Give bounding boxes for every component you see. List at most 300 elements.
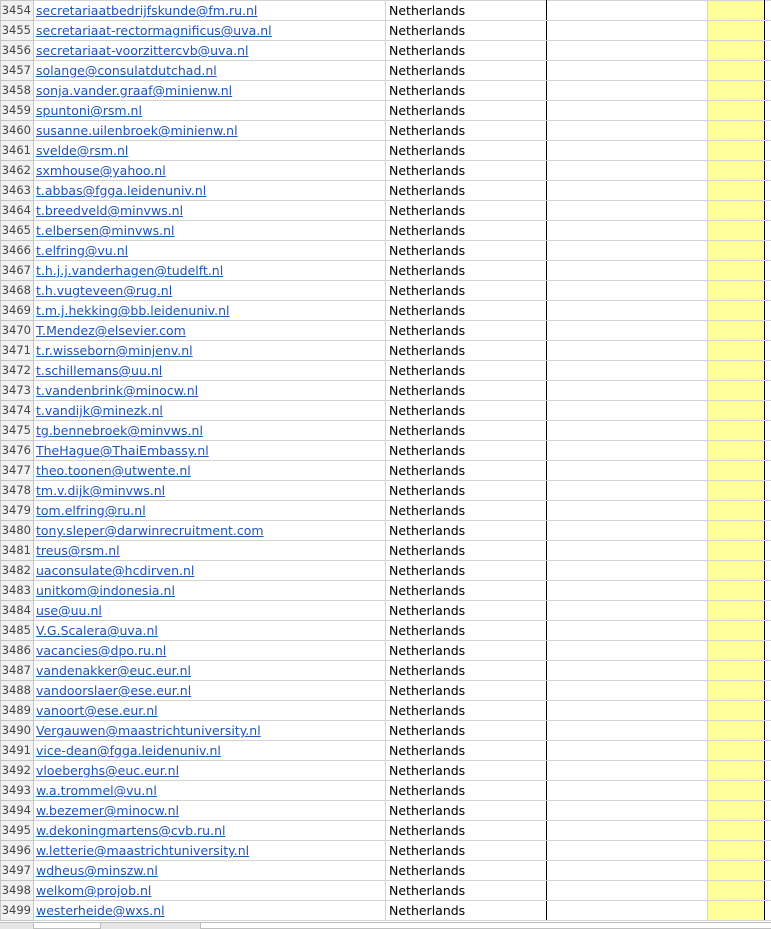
table-row: [1, 641, 771, 661]
row-header[interactable]: 3462: [1, 161, 34, 181]
email-link-cell[interactable]: svelde@rsm.nl: [34, 141, 386, 161]
row-header[interactable]: 3486: [1, 641, 34, 661]
email-link-cell[interactable]: theo.toonen@utwente.nl: [34, 461, 386, 481]
highlighted-cell[interactable]: [708, 21, 765, 41]
email-link-cell[interactable]: t.m.j.hekking@bb.leidenuniv.nl: [34, 301, 386, 321]
empty-cell[interactable]: [765, 381, 771, 401]
highlighted-cell[interactable]: [708, 61, 765, 81]
country-cell[interactable]: Netherlands: [386, 421, 547, 441]
email-link-cell[interactable]: V.G.Scalera@uva.nl: [34, 621, 386, 641]
email-link-cell[interactable]: wdheus@minszw.nl: [34, 861, 386, 881]
highlighted-cell[interactable]: [708, 141, 765, 161]
table-row: [1, 721, 771, 741]
country-cell[interactable]: Netherlands: [386, 381, 547, 401]
empty-cell[interactable]: [765, 321, 771, 341]
country-cell[interactable]: Netherlands: [386, 361, 547, 381]
country-cell[interactable]: Netherlands: [386, 281, 547, 301]
empty-cell[interactable]: [765, 641, 771, 661]
row-header[interactable]: 3473: [1, 381, 34, 401]
email-link-cell[interactable]: tg.bennebroek@minvws.nl: [34, 421, 386, 441]
table-row: [1, 41, 771, 61]
country-cell[interactable]: Netherlands: [386, 601, 547, 621]
highlighted-cell[interactable]: [708, 521, 765, 541]
highlighted-cell[interactable]: [708, 261, 765, 281]
highlighted-cell[interactable]: [708, 201, 765, 221]
empty-cell[interactable]: [547, 481, 708, 501]
highlighted-cell[interactable]: [708, 181, 765, 201]
country-cell[interactable]: Netherlands: [386, 821, 547, 841]
highlighted-cell[interactable]: [708, 81, 765, 101]
highlighted-cell[interactable]: [708, 361, 765, 381]
row-header[interactable]: 3458: [1, 81, 34, 101]
email-link-cell[interactable]: t.vandenbrink@minocw.nl: [34, 381, 386, 401]
highlighted-cell[interactable]: [708, 621, 765, 641]
table-row: [1, 421, 771, 441]
country-cell[interactable]: Netherlands: [386, 781, 547, 801]
empty-cell[interactable]: [765, 341, 771, 361]
email-link-cell[interactable]: treus@rsm.nl: [34, 541, 386, 561]
row-header[interactable]: 3499: [1, 901, 34, 921]
table-row: [1, 321, 771, 341]
row-header[interactable]: 3489: [1, 701, 34, 721]
country-cell[interactable]: Netherlands: [386, 521, 547, 541]
email-link-cell[interactable]: t.h.j.j.vanderhagen@tudelft.nl: [34, 261, 386, 281]
empty-cell[interactable]: [765, 801, 771, 821]
table-row: [1, 801, 771, 821]
empty-cell[interactable]: [547, 681, 708, 701]
empty-cell[interactable]: [547, 141, 708, 161]
row-header[interactable]: 3484: [1, 601, 34, 621]
email-link-cell[interactable]: vice-dean@fgga.leidenuniv.nl: [34, 741, 386, 761]
row-header[interactable]: 3475: [1, 421, 34, 441]
row-header[interactable]: 3474: [1, 401, 34, 421]
empty-cell[interactable]: [765, 601, 771, 621]
table-row: [1, 361, 771, 381]
country-cell[interactable]: Netherlands: [386, 721, 547, 741]
highlighted-cell[interactable]: [708, 641, 765, 661]
country-cell[interactable]: Netherlands: [386, 221, 547, 241]
empty-cell[interactable]: [547, 361, 708, 381]
email-link-cell[interactable]: t.r.wisseborn@minjenv.nl: [34, 341, 386, 361]
empty-cell[interactable]: [765, 841, 771, 861]
empty-cell[interactable]: [547, 881, 708, 901]
row-header[interactable]: 3457: [1, 61, 34, 81]
country-cell[interactable]: Netherlands: [386, 401, 547, 421]
highlighted-cell[interactable]: [708, 501, 765, 521]
empty-cell[interactable]: [765, 721, 771, 741]
empty-cell[interactable]: [547, 281, 708, 301]
row-header[interactable]: 3478: [1, 481, 34, 501]
table-row: [1, 461, 771, 481]
empty-cell[interactable]: [765, 361, 771, 381]
highlighted-cell[interactable]: [708, 341, 765, 361]
country-cell[interactable]: Netherlands: [386, 301, 547, 321]
country-cell[interactable]: Netherlands: [386, 901, 547, 921]
email-link-cell[interactable]: welkom@projob.nl: [34, 881, 386, 901]
empty-cell[interactable]: [547, 641, 708, 661]
country-cell[interactable]: Netherlands: [386, 141, 547, 161]
highlighted-cell[interactable]: [708, 221, 765, 241]
highlighted-cell[interactable]: [708, 561, 765, 581]
country-cell[interactable]: Netherlands: [386, 621, 547, 641]
row-header[interactable]: 3495: [1, 821, 34, 841]
highlighted-cell[interactable]: [708, 881, 765, 901]
email-link-cell[interactable]: secretariaatbedrijfskunde@fm.ru.nl: [34, 1, 386, 21]
empty-cell[interactable]: [547, 321, 708, 341]
country-cell[interactable]: Netherlands: [386, 1, 547, 21]
highlighted-cell[interactable]: [708, 241, 765, 261]
empty-cell[interactable]: [547, 581, 708, 601]
email-link-cell[interactable]: uaconsulate@hcdirven.nl: [34, 561, 386, 581]
table-row: [1, 441, 771, 461]
country-cell[interactable]: Netherlands: [386, 561, 547, 581]
country-cell[interactable]: Netherlands: [386, 341, 547, 361]
highlighted-cell[interactable]: [708, 741, 765, 761]
country-cell[interactable]: Netherlands: [386, 101, 547, 121]
horizontal-scrollbar[interactable]: [200, 923, 771, 929]
email-link-cell[interactable]: t.vandijk@minezk.nl: [34, 401, 386, 421]
table-row: [1, 501, 771, 521]
empty-cell[interactable]: [547, 181, 708, 201]
highlighted-cell[interactable]: [708, 101, 765, 121]
row-header[interactable]: 3460: [1, 121, 34, 141]
country-cell[interactable]: Netherlands: [386, 501, 547, 521]
empty-cell[interactable]: [547, 541, 708, 561]
table-row: [1, 1, 771, 21]
email-link-cell[interactable]: t.breedveld@minvws.nl: [34, 201, 386, 221]
country-cell[interactable]: Netherlands: [386, 81, 547, 101]
country-cell[interactable]: Netherlands: [386, 321, 547, 341]
highlighted-cell[interactable]: [708, 721, 765, 741]
empty-cell[interactable]: [547, 221, 708, 241]
empty-cell[interactable]: [765, 521, 771, 541]
empty-cell[interactable]: [765, 441, 771, 461]
empty-cell[interactable]: [765, 141, 771, 161]
empty-cell[interactable]: [765, 861, 771, 881]
highlighted-cell[interactable]: [708, 861, 765, 881]
email-link-cell[interactable]: westerheide@wxs.nl: [34, 901, 386, 921]
row-header[interactable]: 3470: [1, 321, 34, 341]
country-cell[interactable]: Netherlands: [386, 801, 547, 821]
row-header[interactable]: 3481: [1, 541, 34, 561]
country-cell[interactable]: Netherlands: [386, 201, 547, 221]
empty-cell[interactable]: [765, 301, 771, 321]
empty-cell[interactable]: [765, 701, 771, 721]
highlighted-cell[interactable]: [708, 601, 765, 621]
empty-cell[interactable]: [547, 801, 708, 821]
empty-cell[interactable]: [765, 221, 771, 241]
empty-cell[interactable]: [765, 261, 771, 281]
row-header[interactable]: 3463: [1, 181, 34, 201]
highlighted-cell[interactable]: [708, 701, 765, 721]
row-header[interactable]: 3492: [1, 761, 34, 781]
table-row: [1, 81, 771, 101]
email-link-cell[interactable]: t.elbersen@minvws.nl: [34, 221, 386, 241]
table-row: [1, 681, 771, 701]
sheet-tab[interactable]: [33, 923, 101, 929]
empty-cell[interactable]: [547, 461, 708, 481]
empty-cell[interactable]: [765, 541, 771, 561]
highlighted-cell[interactable]: [708, 401, 765, 421]
table-row: [1, 781, 771, 801]
country-cell[interactable]: Netherlands: [386, 241, 547, 261]
email-link-cell[interactable]: w.bezemer@minocw.nl: [34, 801, 386, 821]
empty-cell[interactable]: [547, 401, 708, 421]
country-cell[interactable]: Netherlands: [386, 541, 547, 561]
empty-cell[interactable]: [547, 721, 708, 741]
highlighted-cell[interactable]: [708, 1, 765, 21]
row-header[interactable]: 3455: [1, 21, 34, 41]
empty-cell[interactable]: [765, 81, 771, 101]
empty-cell[interactable]: [547, 621, 708, 641]
empty-cell[interactable]: [765, 181, 771, 201]
empty-cell[interactable]: [547, 41, 708, 61]
highlighted-cell[interactable]: [708, 661, 765, 681]
table-row: [1, 181, 771, 201]
highlighted-cell[interactable]: [708, 121, 765, 141]
highlighted-cell[interactable]: [708, 41, 765, 61]
email-link-cell[interactable]: unitkom@indonesia.nl: [34, 581, 386, 601]
empty-cell[interactable]: [547, 821, 708, 841]
email-link-cell[interactable]: vandoorslaer@ese.eur.nl: [34, 681, 386, 701]
empty-cell[interactable]: [765, 101, 771, 121]
empty-cell[interactable]: [547, 901, 708, 921]
empty-cell[interactable]: [547, 341, 708, 361]
empty-cell[interactable]: [765, 61, 771, 81]
row-header[interactable]: 3465: [1, 221, 34, 241]
highlighted-cell[interactable]: [708, 761, 765, 781]
row-header[interactable]: 3456: [1, 41, 34, 61]
row-header[interactable]: 3459: [1, 101, 34, 121]
empty-cell[interactable]: [547, 861, 708, 881]
empty-cell[interactable]: [765, 561, 771, 581]
empty-cell[interactable]: [765, 681, 771, 701]
empty-cell[interactable]: [765, 881, 771, 901]
empty-cell[interactable]: [765, 41, 771, 61]
row-header[interactable]: 3494: [1, 801, 34, 821]
row-header[interactable]: 3467: [1, 261, 34, 281]
highlighted-cell[interactable]: [708, 421, 765, 441]
empty-cell[interactable]: [765, 281, 771, 301]
country-cell[interactable]: Netherlands: [386, 661, 547, 681]
empty-cell[interactable]: [765, 461, 771, 481]
country-cell[interactable]: Netherlands: [386, 761, 547, 781]
country-cell[interactable]: Netherlands: [386, 481, 547, 501]
empty-cell[interactable]: [547, 301, 708, 321]
empty-cell[interactable]: [765, 421, 771, 441]
empty-cell[interactable]: [547, 261, 708, 281]
email-link-cell[interactable]: sxmhouse@yahoo.nl: [34, 161, 386, 181]
country-cell[interactable]: Netherlands: [386, 21, 547, 41]
empty-cell[interactable]: [765, 1, 771, 21]
empty-cell[interactable]: [765, 581, 771, 601]
email-link-cell[interactable]: susanne.uilenbroek@minienw.nl: [34, 121, 386, 141]
country-cell[interactable]: Netherlands: [386, 741, 547, 761]
empty-cell[interactable]: [547, 81, 708, 101]
email-link-cell[interactable]: solange@consulatdutchad.nl: [34, 61, 386, 81]
table-row: [1, 341, 771, 361]
highlighted-cell[interactable]: [708, 301, 765, 321]
highlighted-cell[interactable]: [708, 441, 765, 461]
country-cell[interactable]: Netherlands: [386, 161, 547, 181]
country-cell[interactable]: Netherlands: [386, 61, 547, 81]
email-link-cell[interactable]: T.Mendez@elsevier.com: [34, 321, 386, 341]
highlighted-cell[interactable]: [708, 281, 765, 301]
country-cell[interactable]: Netherlands: [386, 641, 547, 661]
empty-cell[interactable]: [547, 441, 708, 461]
empty-cell[interactable]: [765, 781, 771, 801]
empty-cell[interactable]: [765, 121, 771, 141]
email-link-cell[interactable]: w.a.trommel@vu.nl: [34, 781, 386, 801]
empty-cell[interactable]: [765, 481, 771, 501]
country-cell[interactable]: Netherlands: [386, 861, 547, 881]
table-row: [1, 561, 771, 581]
email-link-cell[interactable]: t.h.vugteveen@rug.nl: [34, 281, 386, 301]
empty-cell[interactable]: [547, 841, 708, 861]
country-cell[interactable]: Netherlands: [386, 841, 547, 861]
row-header[interactable]: 3479: [1, 501, 34, 521]
email-link-cell[interactable]: secretariaat-voorzittercvb@uva.nl: [34, 41, 386, 61]
empty-cell[interactable]: [547, 381, 708, 401]
highlighted-cell[interactable]: [708, 541, 765, 561]
empty-cell[interactable]: [765, 501, 771, 521]
empty-cell[interactable]: [765, 161, 771, 181]
empty-cell[interactable]: [547, 21, 708, 41]
email-link-cell[interactable]: vacancies@dpo.ru.nl: [34, 641, 386, 661]
row-header[interactable]: 3488: [1, 681, 34, 701]
highlighted-cell[interactable]: [708, 781, 765, 801]
email-link-cell[interactable]: spuntoni@rsm.nl: [34, 101, 386, 121]
empty-cell[interactable]: [547, 121, 708, 141]
row-header[interactable]: 3469: [1, 301, 34, 321]
row-header[interactable]: 3493: [1, 781, 34, 801]
country-cell[interactable]: Netherlands: [386, 41, 547, 61]
empty-cell[interactable]: [547, 101, 708, 121]
highlighted-cell[interactable]: [708, 321, 765, 341]
table-row: [1, 401, 771, 421]
empty-cell[interactable]: [547, 61, 708, 81]
empty-cell[interactable]: [765, 201, 771, 221]
empty-cell[interactable]: [547, 201, 708, 221]
email-link-cell[interactable]: Vergauwen@maastrichtuniversity.nl: [34, 721, 386, 741]
highlighted-cell[interactable]: [708, 801, 765, 821]
empty-cell[interactable]: [547, 741, 708, 761]
highlighted-cell[interactable]: [708, 841, 765, 861]
highlighted-cell[interactable]: [708, 381, 765, 401]
row-header[interactable]: 3468: [1, 281, 34, 301]
country-cell[interactable]: Netherlands: [386, 261, 547, 281]
row-header[interactable]: 3480: [1, 521, 34, 541]
highlighted-cell[interactable]: [708, 901, 765, 921]
table-row: [1, 581, 771, 601]
empty-cell[interactable]: [547, 521, 708, 541]
empty-cell[interactable]: [765, 401, 771, 421]
email-link-cell[interactable]: t.elfring@vu.nl: [34, 241, 386, 261]
highlighted-cell[interactable]: [708, 461, 765, 481]
table-row: [1, 21, 771, 41]
country-cell[interactable]: Netherlands: [386, 701, 547, 721]
row-header[interactable]: 3487: [1, 661, 34, 681]
empty-cell[interactable]: [547, 601, 708, 621]
email-link-cell[interactable]: tm.v.dijk@minvws.nl: [34, 481, 386, 501]
empty-cell[interactable]: [547, 241, 708, 261]
empty-cell[interactable]: [547, 1, 708, 21]
empty-cell[interactable]: [547, 501, 708, 521]
row-header[interactable]: 3483: [1, 581, 34, 601]
row-header[interactable]: 3491: [1, 741, 34, 761]
highlighted-cell[interactable]: [708, 161, 765, 181]
row-header[interactable]: 3482: [1, 561, 34, 581]
table-row: [1, 841, 771, 861]
row-header[interactable]: 3498: [1, 881, 34, 901]
row-header[interactable]: 3472: [1, 361, 34, 381]
row-header[interactable]: 3476: [1, 441, 34, 461]
email-link-cell[interactable]: tony.sleper@darwinrecruitment.com: [34, 521, 386, 541]
email-link-cell[interactable]: sonja.vander.graaf@minienw.nl: [34, 81, 386, 101]
row-header[interactable]: 3496: [1, 841, 34, 861]
country-cell[interactable]: Netherlands: [386, 181, 547, 201]
empty-cell[interactable]: [547, 421, 708, 441]
empty-cell[interactable]: [765, 761, 771, 781]
email-link-cell[interactable]: w.dekoningmartens@cvb.ru.nl: [34, 821, 386, 841]
country-cell[interactable]: Netherlands: [386, 441, 547, 461]
email-link-cell[interactable]: TheHague@ThaiEmbassy.nl: [34, 441, 386, 461]
row-header[interactable]: 3485: [1, 621, 34, 641]
empty-cell[interactable]: [765, 901, 771, 921]
row-header[interactable]: 3471: [1, 341, 34, 361]
empty-cell[interactable]: [765, 821, 771, 841]
empty-cell[interactable]: [765, 741, 771, 761]
empty-cell[interactable]: [547, 561, 708, 581]
email-link-cell[interactable]: tom.elfring@ru.nl: [34, 501, 386, 521]
empty-cell[interactable]: [547, 701, 708, 721]
email-link-cell[interactable]: use@uu.nl: [34, 601, 386, 621]
country-cell[interactable]: Netherlands: [386, 581, 547, 601]
email-link-cell[interactable]: vanoort@ese.eur.nl: [34, 701, 386, 721]
country-cell[interactable]: Netherlands: [386, 881, 547, 901]
email-link-cell[interactable]: secretariaat-rectormagnificus@uva.nl: [34, 21, 386, 41]
highlighted-cell[interactable]: [708, 581, 765, 601]
empty-cell[interactable]: [547, 761, 708, 781]
empty-cell[interactable]: [547, 161, 708, 181]
email-link-cell[interactable]: vloeberghs@euc.eur.nl: [34, 761, 386, 781]
highlighted-cell[interactable]: [708, 821, 765, 841]
email-link-cell[interactable]: vandenakker@euc.eur.nl: [34, 661, 386, 681]
empty-cell[interactable]: [547, 661, 708, 681]
row-header[interactable]: 3461: [1, 141, 34, 161]
country-cell[interactable]: Netherlands: [386, 121, 547, 141]
empty-cell[interactable]: [765, 621, 771, 641]
email-link-cell[interactable]: t.schillemans@uu.nl: [34, 361, 386, 381]
row-header[interactable]: 3466: [1, 241, 34, 261]
email-link-cell[interactable]: w.letterie@maastrichtuniversity.nl: [34, 841, 386, 861]
email-link-cell[interactable]: t.abbas@fgga.leidenuniv.nl: [34, 181, 386, 201]
row-header[interactable]: 3464: [1, 201, 34, 221]
highlighted-cell[interactable]: [708, 681, 765, 701]
empty-cell[interactable]: [765, 241, 771, 261]
country-cell[interactable]: Netherlands: [386, 681, 547, 701]
empty-cell[interactable]: [547, 781, 708, 801]
row-header[interactable]: 3477: [1, 461, 34, 481]
empty-cell[interactable]: [765, 661, 771, 681]
highlighted-cell[interactable]: [708, 481, 765, 501]
empty-cell[interactable]: [765, 21, 771, 41]
row-header[interactable]: 3454: [1, 1, 34, 21]
country-cell[interactable]: Netherlands: [386, 461, 547, 481]
row-header[interactable]: 3497: [1, 861, 34, 881]
row-header[interactable]: 3490: [1, 721, 34, 741]
table-row: [1, 521, 771, 541]
